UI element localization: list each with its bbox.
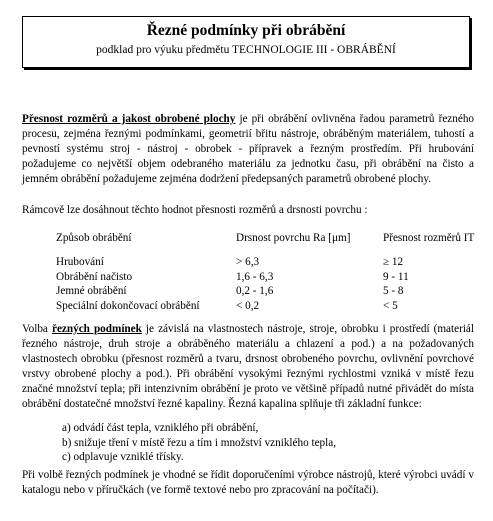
list-item: a) odvádí část tepla, vzniklého při obrábění, <box>62 422 259 434</box>
table-row <box>56 270 493 285</box>
document-subtitle: podklad pro výuku předmětu TECHNOLOGIE III - OBRÁBĚNÍ <box>96 44 396 56</box>
cutting-lead: Volba <box>22 323 52 335</box>
cutting-conditions-paragraph <box>22 322 474 412</box>
list-item: c) odplavuje vzniklé třísky. <box>62 451 184 464</box>
table-row <box>56 251 493 270</box>
table-cell: 9 - 11 <box>383 270 409 283</box>
table-cell: > 6,3 <box>236 256 260 269</box>
table-header-cell: Způsob obrábění <box>56 232 132 244</box>
closing-paragraph: Při volbě řezných podmínek je vhodné se řídit doporučeními výrobce nástrojů, které výrobci uvádí v katalogu nebo v příručkách (ve formě textové nebo pro zpracování na počítači). <box>22 469 474 496</box>
table-header-cell: Drsnost povrchu Ra [μm] <box>236 232 351 244</box>
table-cell: < 0,2 <box>236 300 260 313</box>
table-cell: 0,2 - 1,6 <box>236 285 274 298</box>
table-cell: Speciální dokončovací obrábění <box>56 300 200 313</box>
table-header-row <box>56 232 493 251</box>
table-cell: 1,6 - 6,3 <box>236 270 274 283</box>
table-cell: ≥ 12 <box>383 256 404 269</box>
range-paragraph: Rámcově lze dosáhnout těchto hodnot přesnosti rozměrů a drsnosti povrchu : <box>22 204 368 216</box>
table-cell: < 5 <box>383 300 398 313</box>
table-header-cell: Přesnost rozměrů IT <box>383 232 475 244</box>
title-box <box>22 16 470 68</box>
intro-text: je při obrábění ovlivněna řadou parametrů řezného procesu, zejména řeznými podmínkami, geometrií břitu nástroje, obráběným materiálem, tuhostí a pevností systému stroj - nástroj - obrobek - přípravek a řezným prostředím. Při hrubování požadujeme co největší objem odebraného materiálu za jednotku času, při obrábění na čisto a jemném obrábění požadujeme zejména dodržení předepsaných parametrů obrobené plochy. <box>22 113 475 185</box>
table-cell: 5 - 8 <box>383 285 404 298</box>
table-cell: Jemné obrábění <box>56 285 127 298</box>
coolant-functions-list <box>62 421 336 465</box>
table-row <box>56 299 493 314</box>
intro-bold-term: Přesnost rozměrů a jakost obrobené plochy <box>22 113 236 125</box>
cutting-text: je závislá na vlastnostech nástroje, stroje, obrobku i prostředí (materiál řezného nástroje, druh stroje a obráběného materiálu a chlazení a pod.) a na požadovaných vlastnostech obrobku (přesnost rozměrů a tvaru, drsnost obrobeného povrchu, ovlivnění povrchové vrstvy obrobené plochy a pod.). Při obrábění vysokými řeznými rychlostmi vzniká v místě řezu značné množství tepla; při intenzivním obrábění je proto ve většině případů nutné přivádět do místa obrábění dostatečné množství řezné kapaliny. Řezná kapalina splňuje tři základní funkce: <box>22 323 474 410</box>
list-item: b) snižuje tření v místě řezu a tím i množství vzniklého tepla, <box>62 436 337 449</box>
document-title: Řezné podmínky při obrábění <box>146 22 346 39</box>
table-cell: Hrubování <box>56 256 104 269</box>
table-cell: Obrábění načisto <box>56 270 133 283</box>
accuracy-table <box>56 232 493 313</box>
table-row <box>56 284 493 299</box>
cutting-bold-term: řezných podmínek <box>51 323 142 335</box>
intro-paragraph <box>22 112 474 187</box>
